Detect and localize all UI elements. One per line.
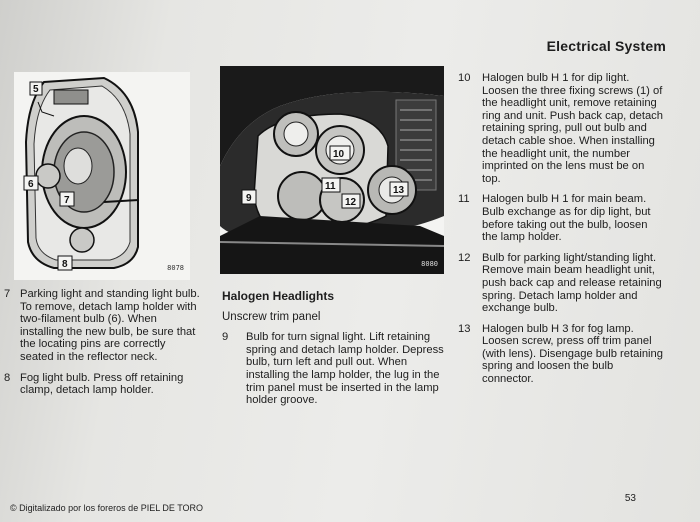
figure-code-left: 8078 <box>167 264 184 272</box>
svg-text:5: 5 <box>33 84 39 95</box>
item-number: 7 <box>4 288 11 300</box>
instruction-item-13 <box>458 323 664 386</box>
item-number: 13 <box>458 322 471 335</box>
svg-text:13: 13 <box>393 185 405 196</box>
instruction-item-9 <box>222 331 446 407</box>
item-text: Fog light bulb. Press off retaining clamp, detach lamp holder. <box>20 371 184 397</box>
item-number: 9 <box>222 331 229 344</box>
section-title: Electrical System <box>546 38 666 54</box>
item-text: Halogen bulb H 1 for main beam. Bulb exchange as for dip light, but before taking out the bulb, loosen the lamp holder. <box>482 193 651 244</box>
instruction-item-12 <box>458 252 664 315</box>
svg-text:7: 7 <box>64 195 70 206</box>
callout-12 <box>342 194 360 208</box>
middle-text-column <box>222 290 446 415</box>
item-number: 12 <box>458 251 471 264</box>
svg-text:11: 11 <box>325 181 336 192</box>
callout-13 <box>390 182 408 196</box>
item-number: 10 <box>458 72 471 84</box>
instruction-item-8 <box>4 372 200 397</box>
instruction-item-10 <box>458 72 664 185</box>
instruction-item-11 <box>458 193 664 243</box>
svg-text:10: 10 <box>333 149 345 160</box>
callout-11 <box>322 178 340 192</box>
trim-panel-note: Unscrew trim panel <box>222 310 321 323</box>
item-text: Halogen bulb H 1 for dip light. Loosen the three fixing screws (1) of the headlight unit, remove retaining ring and unit. Push back cap, detach retaining spring, pull out bulb and detach cable shoe. When installing the headlight unit, the number imprinted on the lens must be on top. <box>482 72 663 185</box>
item-text: Parking light and standing light bulb. To remove, detach lamp holder with two-filament bulb (6). When installing the new bulb, be sure that the locating pins are correctly seated in the reflector neck. <box>20 288 200 363</box>
halogen-headlights-illustration <box>220 66 444 274</box>
figure-code-right: 8080 <box>421 260 438 268</box>
figure-headlight-rear <box>14 72 190 280</box>
item-text: Bulb for parking light/standing light. Remove main beam headlight unit, push back cap and release retaining spring. Detach lamp holder and exchange bulb. <box>482 251 662 315</box>
halogen-headlights-title: Halogen Headlights <box>222 289 335 303</box>
credit-footer: © Digitalizado por los foreros de PIEL DE TORO <box>10 503 204 513</box>
callout-10 <box>330 146 350 160</box>
item-text: Halogen bulb H 3 for fog lamp. Loosen screw, press off trim panel (with lens). Disengage bulb retaining spring and loosen the bulb connector. <box>482 322 663 386</box>
right-text-column <box>458 72 664 394</box>
instruction-item-7 <box>4 288 200 364</box>
item-number: 8 <box>4 371 11 384</box>
callout-5 <box>30 82 42 95</box>
svg-text:9: 9 <box>246 193 252 204</box>
callout-7 <box>60 192 74 206</box>
callout-6 <box>24 176 38 190</box>
left-text-column <box>4 288 200 405</box>
figure-halogen-headlights <box>220 66 444 274</box>
item-number: 11 <box>458 193 470 206</box>
svg-text:12: 12 <box>345 197 357 208</box>
callout-8 <box>58 256 72 270</box>
callout-9 <box>242 190 256 204</box>
svg-text:8: 8 <box>62 259 68 270</box>
page-number: 53 <box>624 493 636 504</box>
svg-text:6: 6 <box>28 179 34 190</box>
headlight-rear-illustration <box>14 72 190 280</box>
item-text: Bulb for turn signal light. Lift retaining spring and detach lamp holder. Depress bulb, turn left and pull out. When installing the lamp holder, the lug in the trim panel must be inserted in the lamp holder groove. <box>246 331 444 407</box>
